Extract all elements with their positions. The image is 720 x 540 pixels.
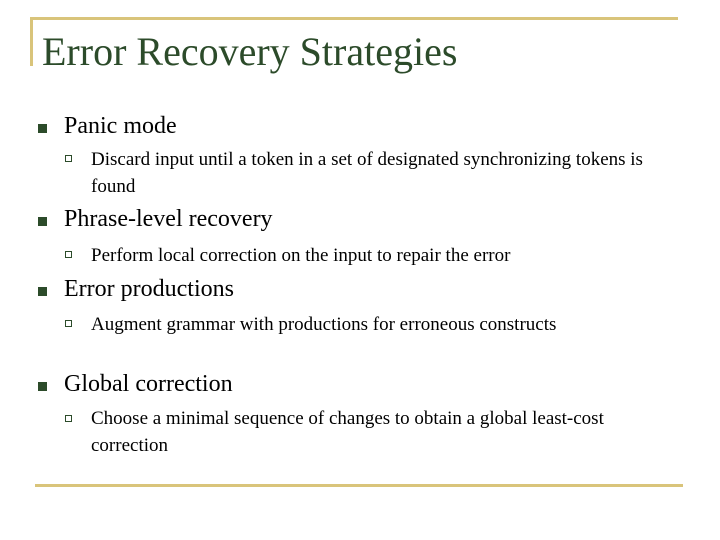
- frame-top-line: [30, 17, 678, 20]
- bullet-global-correction: Global correction: [64, 371, 233, 397]
- sub-bullet-error-productions: Augment grammar with productions for erroneous constructs: [91, 314, 557, 335]
- hollow-square-bullet-icon: [65, 320, 72, 327]
- hollow-square-bullet-icon: [65, 415, 72, 422]
- hollow-square-bullet-icon: [65, 251, 72, 258]
- bullet-error-productions: Error productions: [64, 276, 234, 302]
- sub-bullet-global-correction: Choose a minimal sequence of changes to obtain a global least-cost correction: [91, 408, 604, 456]
- bullet-panic-mode: Panic mode: [64, 113, 177, 139]
- square-bullet-icon: [38, 382, 47, 391]
- frame-left-line: [30, 17, 33, 66]
- sub-bullet-phrase-level-recovery: Perform local correction on the input to repair the error: [91, 245, 511, 266]
- square-bullet-icon: [38, 217, 47, 226]
- hollow-square-bullet-icon: [65, 155, 72, 162]
- frame-bottom-line: [35, 484, 683, 487]
- square-bullet-icon: [38, 287, 47, 296]
- bullet-phrase-level-recovery: Phrase-level recovery: [64, 206, 273, 232]
- sub-bullet-panic-mode: Discard input until a token in a set of designated synchronizing tokens is found: [91, 149, 643, 197]
- slide-title: Error Recovery Strategies: [42, 29, 458, 74]
- square-bullet-icon: [38, 124, 47, 133]
